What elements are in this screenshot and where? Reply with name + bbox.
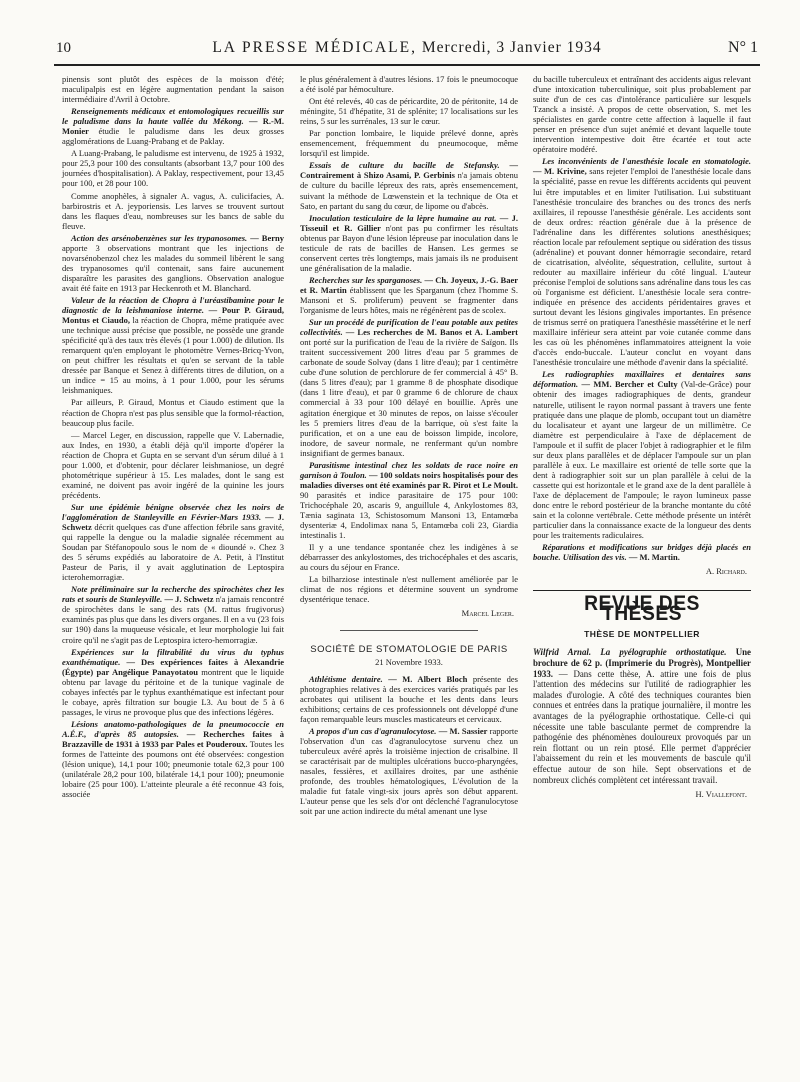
entry-title: Sur une épidémie bénigne observée chez les noirs de l'agglomération de Stanleyville en Février-Mars 1933. <box>62 501 284 522</box>
entry-title: Réparations et modifications sur bridges déjà placés en bouche. Utilisation des vis. <box>533 542 751 563</box>
entry-title: Valeur de la réaction de Chopra à l'uréastibamine pour le diagnostic de la leishmaniose interne. <box>62 294 284 316</box>
abstract-entry <box>62 106 284 146</box>
paragraph: le plus généralement à d'autres lésions. 17 fois le pneumocoque a été isolé par hémoculture. <box>300 74 518 95</box>
section-banner: REVUE DES THÈSES <box>584 592 700 626</box>
entry-body: décrit quelques cas d'une affection fébrile sans gravité, qui rappelle la dengue ou la maladie signalée récemment au Soudan par Stéfanopoulo sous le nom de « dioundé ». Chez 3 des 5 sérums expédiés au laboratoire de A. Petit, à l'Institut Pasteur de Paris, il y avait agglutination de Leptospira icterohemorragiæ. <box>62 522 284 583</box>
abstract-entry <box>533 156 751 367</box>
entry-title: Inoculation testiculaire de la lèpre humaine au rat. <box>309 212 497 223</box>
entry-body: rapporte l'observation d'un cas d'agranulocytose survenu chez un tuberculeux avéré après la troisième injection de crisalbine. Il se caractérisait par de multiples ulcérations bucco-pharyngées, nasales, fessières, et axillaires droites, par une asthénie profonde, des troubles hématologiques, L'évolution de la maladie fut fatale vingt-six jours après son début apparent. L'auteur pense que les sels d'or ont déclenché l'agranulocytose soit par une action indirecte du métal amenant une lyse <box>300 725 518 817</box>
entry-authors: — Des expériences faites à Alexandrie (Égypte) par Angélique Panayotatou <box>62 656 284 677</box>
abstract-entry <box>300 213 518 273</box>
entry-authors: — M. Krivine, <box>533 166 587 177</box>
entry-title: Essais de culture du bacille de Stefansky. <box>309 160 500 171</box>
entry-authors: — J. Schwetz <box>162 594 214 605</box>
entry-title: Athlétisme dentaire. <box>309 673 383 684</box>
entry-authors: — M. Sassier <box>436 725 488 736</box>
entry-title: A propos d'un cas d'agranulocytose. <box>309 725 437 736</box>
section-heading: SOCIÉTÉ DE STOMATOLOGIE DE PARIS <box>310 644 508 656</box>
entry-authors: — Recherches faites à Brazzaville de 1931 à 1933 par Pales et Pouderoux. <box>62 728 284 749</box>
entry-authors: — 100 soldats noirs hospitalisés pour des maladies diverses ont été examinés par R. Pirot et Le Moult. <box>300 469 518 490</box>
paragraph: pinensis sont plutôt des espèces de la moisson d'été; maculipalpis est en légère augmentation pendant la saison intermédiaire d'Avril à Octobre. <box>62 74 284 105</box>
entry-body: (Val-de-Grâce) pour obtenir des images radiographiques de dents, grandeur naturelle, utilisent le rayon normal passant à travers une fente pratiquée dans une plaque de plomb, occupant tout un diamètre du localisateur et ayant une largeur de un millimètre. Ce diamètre est perpendiculaire à l'axe de déplacement de l'ampoule et il suffit de placer l'objet à radiographier et le film sur deux plans parallèles et de déplacer l'ampoule sur un plan parallèle à eux. Le maxillaire est orienté de telle sorte que la dent à radiographier soit sur un plan parallèle à celui de la cassette qui est horizontale et le grand axe de la dent parallèle à l'axe de déplacement de l'ampoule; le rayon lumineux passe donc entre le rebord postérieur de la branche montante du côté sain et la colonne vertébrale. Cette méthode présente un intérêt particulier dans la connaissance exacte de la longueur des dents pour les traitements radiculaires. <box>533 379 751 541</box>
journal-name: LA PRESSE MÉDICALE, <box>212 39 417 56</box>
entry-body: établissent que les Sparganum (chez l'homme S. Mansoni et S. proliferum) peuvent se fragmenter dans l'organisme de leurs hôtes, mais ne régénèrent pas de scolex. <box>300 284 519 316</box>
entry-body: n'ont pas pu confirmer les résultats obtenus par Bayon d'une lésion lépreuse par inoculation dans le testicule de rats de bacilles de Hansen. Les germes se conservent certes très longtemps, mais jamais ils ne produisent une généralisation de la maladie. <box>300 222 518 273</box>
paragraph: — Marcel Leger, en discussion, rappelle que V. Labernadie, aux Indes, en 1930, a établi déjà qu'il importe d'opérer la réaction de Chopra et Gupta en se servant d'un sérum dilué à 1 pour 1.000, et d'obtenir, pour déclarer leishmaniose, un degré photométrique supérieur à 15. Les malades, dont le sang est examiné, ne doivent pas avoir ingéré de la quinine les jours précédents. <box>62 429 284 500</box>
column-2 <box>300 74 518 818</box>
divider <box>340 630 478 631</box>
subsection-heading: THÈSE DE MONTPELLIER <box>584 629 700 640</box>
entry-authors: Une brochure de 62 p. (Imprimerie du Progrès), Montpellier 1933. <box>533 647 751 679</box>
entry-title: Wilfrid Arnal. La pyélographie orthostatique. <box>533 647 727 658</box>
entry-authors: — J. Schwetz <box>62 511 285 533</box>
entry-authors: — MM. Bercher et Culty <box>578 379 678 390</box>
entry-title: Note préliminaire sur la recherche des spirochètes chez les rats et souris de Stanleyville. <box>62 584 284 605</box>
entry-authors: — M. Albert Bloch <box>382 673 468 684</box>
entry-body: présente des photographies relatives à des exercices variés pratiqués par les acrobates qui utilisent la bouche et les dents dans leurs exhibitions; certains de ces professionnels ont développé d'une façon remarquable leurs muscles masticateurs et cervicaux. <box>300 673 518 724</box>
abstract-entry <box>62 719 284 799</box>
entry-body: ont porté sur la purification de l'eau de la rivière de Saïgon. Ils traitent successivement 200 litres d'eau par 5 grammes de carbonate de soude Solvay (dans 1 litre d'eau); par 1 centimètre cube d'une solution de perchlorure de fer commercial à 45° B. (dans 5 litres d'eau); par 1 gramme 8 de phosphate disodique (dans 1 litre d'eau), et par 0 gramme 6 de chlorure de chaux commercial à 33 pour 100 délayé en bouillie. Après une agitation énergique et 30 minutes de repos, on laisse s'écouler les 5 premiers litres d'eau de la barrique, où s'est faite la purification, et on a une eau de boisson limpide, incolore, inodore, de saveur normale, ne renfermant qu'un nombre insignifiant de germes banaux. <box>300 337 518 458</box>
abstract-entry <box>62 584 284 644</box>
entry-authors: — Les recherches de M. Banos et A. Lambert <box>342 327 518 338</box>
abstract-entry <box>62 647 284 717</box>
abstract-entry <box>300 317 518 458</box>
entry-title: Lésions anatomo-pathologiques de la pneumococcie en A.É.F., d'après 85 autopsies. <box>62 718 284 739</box>
entry-body: — Dans cette thèse, A. attire une fois de plus l'attention des médecins sur l'utilité de radiographier les malades d'urologie. A côté des techniques courantes bien connues et entrées dans la pratique journalière, il montre les avantages de la pyélographie orthostatique. Celle-ci qui nécessite une table basculante permet de comprendre la pathogénie des phénomènes douloureux provoqués par un rein flottant ou un rein ptosé. Elle permet d'apprécier l'abaissement du rein et les mouvements de bascule qu'il effectue autour de son hile. Sept observations et de nombreux clichés complètent cet intéressant travail. <box>533 668 751 785</box>
paragraph: Par ailleurs, P. Giraud, Montus et Ciaudo estiment que la réaction de Chopra n'est pas plus sensible que la formol-réaction, beaucoup plus facile. <box>62 397 284 428</box>
entry-body: montrent que le liquide obtenu par lavage du péritoine et de la tunique vaginale de cobayes infectés par le typhus exanthématique est infectant pour le cobaye, après filtration sur bougie L3. Au bout de 5 à 6 passages, le virus ne provoque plus que des infections légères. <box>62 666 285 717</box>
entry-title: Sur un procédé de purification de l'eau potable aux petites collectivités. <box>300 317 518 338</box>
page-number: 10 <box>56 40 71 56</box>
entry-authors: — Ch. Joyeux, J.-G. Baer et R. Martin <box>300 274 518 295</box>
entry-title: Les inconvénients de l'anesthésie locale en stomatologie. <box>542 156 751 167</box>
abstract-entry <box>533 647 751 785</box>
entry-title: Renseignements médicaux et entomologiques recueillis sur le paludisme dans la haute vallée du Mékong. <box>62 106 284 127</box>
abstract-entry <box>300 275 518 315</box>
paragraph: du bacille tuberculeux et entraînant des accidents aigus relevant d'une intoxication tuberculinique, soit plus probablement par suite d'un de ces cas d'intolérance particulière sur lesquels Tzanck a insisté. A propos de cette observation, S. met les spécialistes en garde contre cette affection à laquelle il faut penser en présence d'un sujet anémié et devant laquelle toute intervention intempestive doit être écartée et tout acte opératoire modéré. <box>533 74 751 155</box>
paragraph: La bilharziose intestinale n'est nullement améliorée par le climat de nos régions et détermine souvent un syndrome dysentérique tenace. <box>300 574 518 605</box>
entry-authors: — R.-M. Monier <box>62 116 284 137</box>
entry-authors: — M. Martin. <box>626 552 680 563</box>
entry-title: Parasitisme intestinal chez les soldats de race noire en garnison à Toulon. <box>300 459 518 480</box>
divider <box>533 590 751 591</box>
entry-title: Les radiographies maxillaires et dentaires sans déformation. <box>533 369 751 390</box>
paragraph: Par ponction lombaire, le liquide prélevé donne, après ensemencement, fréquemment du pneumocoque, même lorsqu'il est limpide. <box>300 128 518 159</box>
paragraph: A Luang-Prabang, le paludisme est intervenu, de 1925 à 1932, pour 25,3 pour 100 des consultants (absorbant 13,7 pour 100 des journées d'hospitalisation). A Paklay, respectivement, pour 13,45 pour 100, et 28 pour 100. <box>62 148 284 189</box>
column-3 <box>533 74 751 799</box>
abstract-entry <box>300 726 518 816</box>
abstract-entry <box>533 542 751 562</box>
abstract-entry <box>300 674 518 724</box>
paragraph: Comme anophèles, à signaler A. vagus, A. culicifacies, A. barbirostris et A. jeyporiensis. Les larves se trouvent surtout dans les flaques d'eau, nombreuses sur les bancs de sable du fleuve. <box>62 190 284 231</box>
abstract-entry <box>533 369 751 540</box>
abstract-entry <box>62 502 284 582</box>
entry-body: la réaction de Chopra, même pratiquée avec une technique aussi précise que possible, ne possède une grande spécificité qu'à des taux très élevés (1 pour 1.000) de dilution. Ils remarquent qu'en employant le photomètre Vernes-Bricq-Yvon, on peut chiffrer les résultats et qu'en se servant de la table dressée par Banque et Senez à différents titres de dilution, on a un indice = 15 au moins, à 1 pour 1.000, pour les sérums leishmaniques. <box>62 315 284 396</box>
abstract-entry <box>300 160 518 210</box>
entry-title: Action des arsénobenzènes sur les trypanosomes. <box>71 232 248 243</box>
paragraph: Ont été relevés, 40 cas de péricardite, 20 de péritonite, 14 de méningite, 51 d'hépatite, 31 de splénite; 17 localisations sur les reins, 5 sur les surrénales, 13 sur le cœur. <box>300 96 518 127</box>
paragraph: Il y a une tendance spontanée chez les indigènes à se débarrasser des ankylostomes, des trichocéphales et des ascaris, au cours du séjour en France. <box>300 542 518 573</box>
entry-body: apporte 3 observations montrant que les injections de novarsénobenzol chez les malades du sommeil libèrent le sang des trypanosomes qu'il contenait, sans faire aucunement disparaître les parasites des ganglions. Observation analogue avait été faite en 1913 par Heckenroth et M. Blanchard. <box>62 242 284 293</box>
entry-title: Expériences sur la filtrabilité du virus du typhus exanthématique. <box>62 646 284 667</box>
signature: Marcel Leger. <box>461 608 514 619</box>
entry-body: étudie le paludisme dans les deux grosses agglomérations de Luang-Prabang et de Paklay. <box>62 126 284 147</box>
entry-body: n'a jamais obtenu de culture du bacille lépreux des rats, après ensemencement, suivant la méthode de Lœwenstein et la technique de Ota et Sato, en partant du sang du cœur, de lipome ou d'abcès. <box>300 170 518 211</box>
signature: A. Richard. <box>705 566 747 577</box>
signature: H. Viallefont. <box>695 789 747 800</box>
entry-authors: — Contrairement à Shizo Asami, P. Gerbinis <box>300 160 519 181</box>
column-1 <box>62 74 284 801</box>
issue-date: Mercredi, 3 Janvier 1934 <box>421 39 602 56</box>
page-header <box>54 34 760 66</box>
entry-body: Toutes les formes de l'atteinte des poumons ont été observées: congestion (lésion unique), 14,1 pour 100; pneumonie totale 62,3 pour 100 (unilatérale 28,2 pour 100, bilatérale 14,1 pour 100); pneumonie lobaire (25 pour 100). L'atteinte pleurale a été reconnue 43 fois, associée <box>62 739 284 800</box>
entry-authors: — Berny <box>247 232 284 243</box>
entry-body: n'a jamais rencontré de spirochètes dans le sang des rats (M. rattus frugivorus) examinés pas plus que dans les divers organes. Il en a vu (23 fois sur 190) dans la muqueuse vésicale, et leur morphologie lui fait croire qu'il ne s'agit pas de Leptospira ictero-hemorragiæ. <box>62 594 284 645</box>
entry-authors: — J. Tisseuil et R. Gillier <box>300 212 518 233</box>
abstract-entry <box>62 295 284 395</box>
entry-body: 90 parasités et indice parasitaire de 175 pour 100: Trichocéphale 20, ascaris 9, anguillule 4, Ankylostomes 83, Tænia saginata 13, Schistosomum Mansoni 13, Entamœba dysenteriæ 4, Endolimax nana 5, Entamœba coli 23, Giardia intestinalis 1. <box>300 489 518 541</box>
abstract-entry <box>300 460 518 540</box>
journal-title <box>54 39 760 57</box>
entry-body: sans rejeter l'emploi de l'anesthésie locale dans la spécialité, passe en revue les différents accidents qui peuvent lui être imputables et en limiter l'utilisation. Lui substituant l'anesthésie tronculaire des branches ou des troncs des nerfs axillaires, il repousse l'anesthésie générale. Les accidents sont de deux ordres: réaction générale due à la présence de l'adrénaline dans les différentes solutions anesthésiques; réaction locale par refoulement septique ou sidération des tissus (adrénaline) et pouvant donner hémorragie secondaire, retard de cicatrisation, alvéolite, séquestration, cellulite, surtout à redouter au maxillaire inférieur du côté lingual. L'auteur préconise l'emploi de solutions sans adrénaline dans tous les cas où l'organisme est déficient. L'anesthésie locale sera contre-indiquée en présence des accidents péridentaires graves et surtout devant les lésions gingivales importantes. En présence de trismus serré on pratiquera l'anesthésie massétérine et le nerf maxillaire inférieur sera atteint par voie cutanée comme dans les cas où les phénomènes inflammatoires atteignent la voie d'accès endo-buccale. L'auteur conclut en voyant dans l'anesthésie tronculaire une méthode d'avenir dans la spécialité. <box>533 166 751 368</box>
entry-title: Recherches sur les sparganoses. <box>309 274 423 285</box>
abstract-entry <box>62 233 284 293</box>
section-date: 21 Novembre 1933. <box>375 657 443 668</box>
issue-number: N° 1 <box>728 39 758 56</box>
entry-authors: — Pour P. Giraud, Montus et Ciaudo, <box>62 305 284 326</box>
